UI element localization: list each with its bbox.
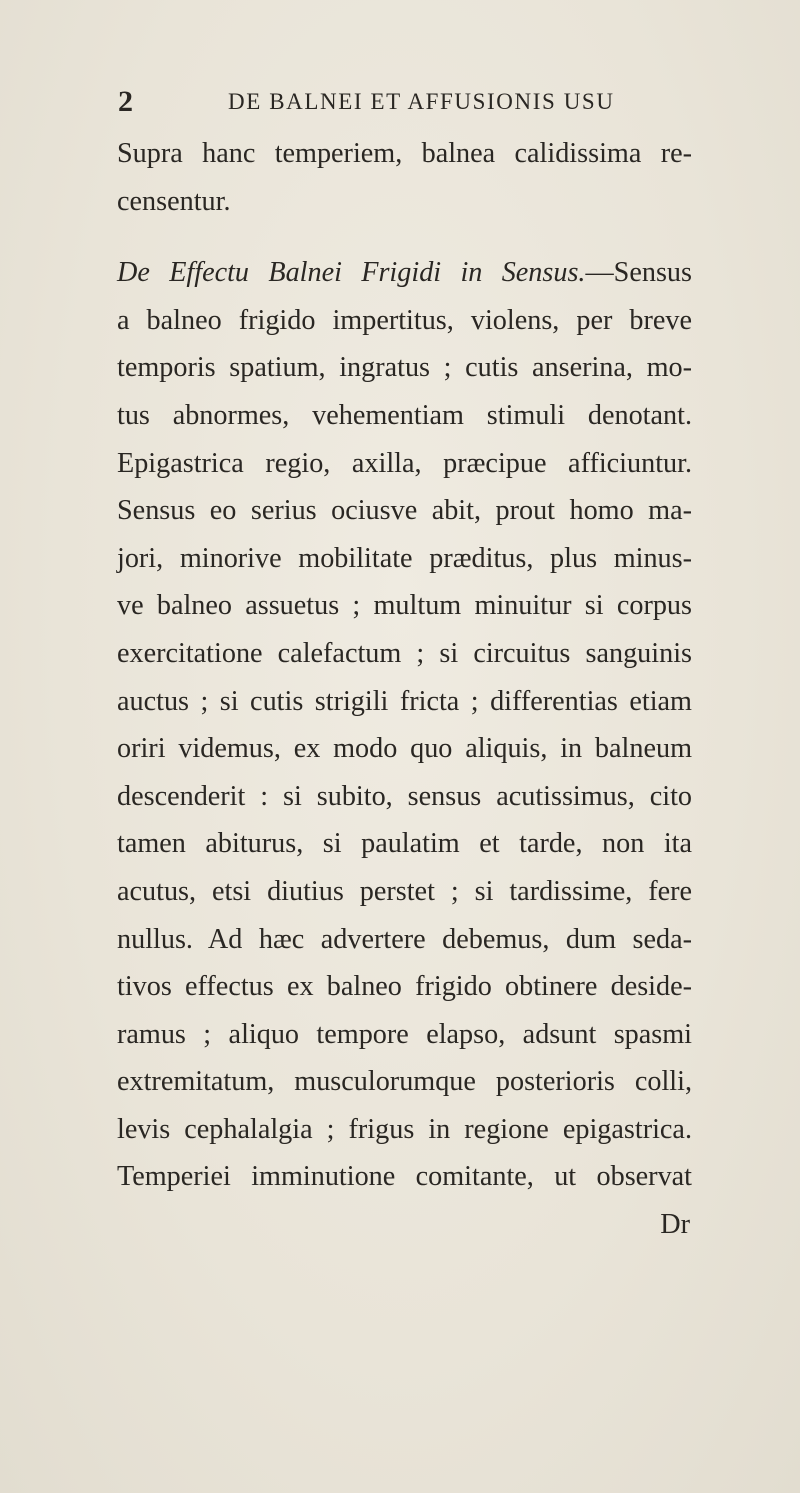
text-line: tamen abiturus, si paulatim et tarde, non ita (117, 828, 692, 860)
section-heading-line (117, 249, 692, 297)
text-line: censentur. (117, 185, 231, 217)
running-head (118, 82, 678, 122)
text-line: ve balneo assuetus ; multum minuitur si corpus (117, 590, 692, 622)
text-line: jori, minorive mobilitate præditus, plus minus- (117, 542, 692, 574)
text-line: ramus ; aliquo tempore elapso, adsunt spasmi (117, 1018, 692, 1050)
text-line: acutus, etsi diutius perstet ; si tardissime, fere (117, 875, 692, 907)
paragraph-gap (117, 225, 692, 249)
text-line: exercitatione calefactum ; si circuitus sanguinis (117, 637, 692, 669)
text-line: descenderit : si subito, sensus acutissimus, cito (117, 780, 692, 812)
running-title: DE BALNEI ET AFFUSIONIS USU (228, 89, 615, 114)
body-text (117, 130, 692, 1249)
text-line: tivos effectus ex balneo frigido obtinere deside- (117, 971, 692, 1003)
text-line: extremitatum, musculorumque posterioris colli, (117, 1066, 692, 1098)
text-line: oriri videmus, ex modo quo aliquis, in balneum (117, 733, 692, 765)
text-line: Sensus eo serius ociusve abit, prout homo ma- (117, 495, 692, 527)
text-line: nullus. Ad hæc advertere debemus, dum seda- (117, 923, 692, 955)
text-line: a balneo frigido impertitus, violens, per breve (117, 304, 692, 336)
section-heading: De Effectu Balnei Frigidi in Sensus. (117, 257, 586, 289)
text-line: Temperiei imminutione comitante, ut observat (117, 1161, 692, 1193)
catchword: Dr (660, 1209, 690, 1241)
text-line: Epigastrica regio, axilla, præcipue afficiuntur. (117, 447, 692, 479)
page-number: 2 (118, 85, 133, 118)
text-line: auctus ; si cutis strigili fricta ; differentias etiam (117, 685, 692, 717)
text-line: temporis spatium, ingratus ; cutis anserina, mo- (117, 352, 692, 384)
text-line: tus abnormes, vehementiam stimuli denotant. (117, 399, 692, 431)
text-line: levis cephalalgia ; frigus in regione epigastrica. (117, 1113, 692, 1145)
text-line: Supra hanc temperiem, balnea calidissima re- (117, 138, 692, 169)
heading-continuation: —Sensus (585, 257, 692, 289)
